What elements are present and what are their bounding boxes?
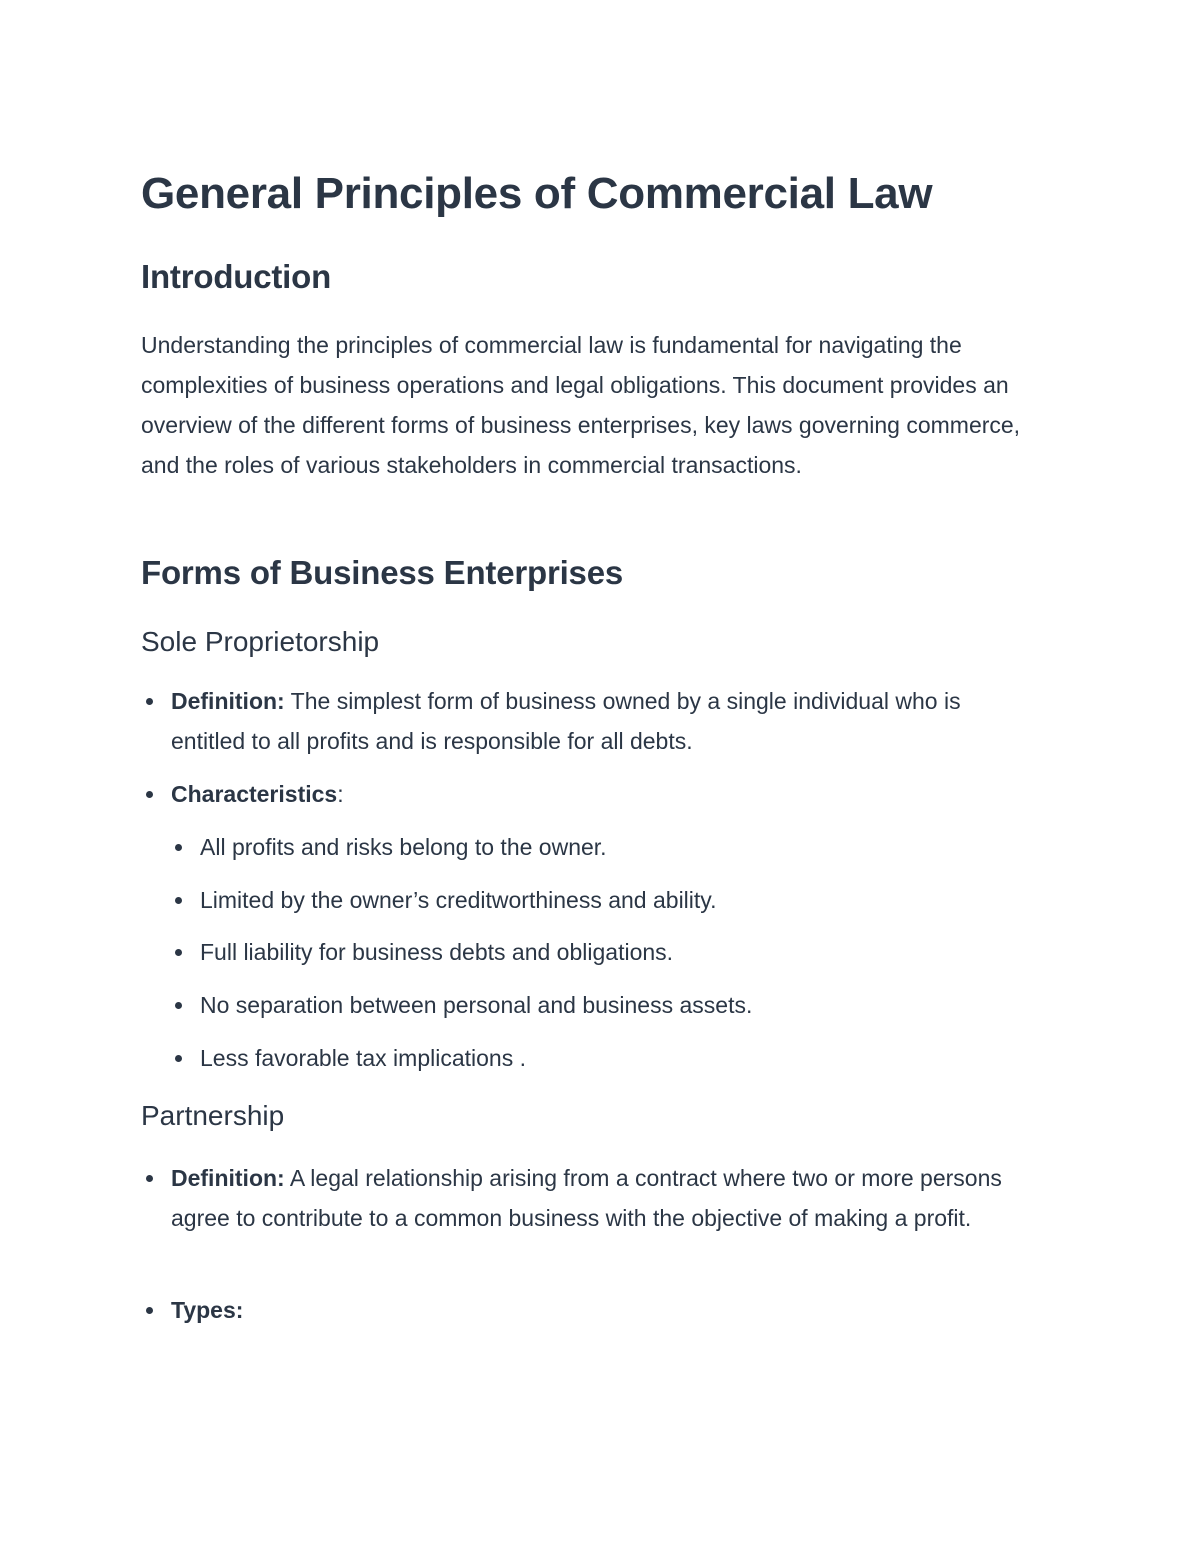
bullet-icon: [146, 791, 153, 798]
characteristic-item: [200, 827, 1030, 867]
characteristics-colon: :: [337, 781, 344, 807]
introduction-paragraph: Understanding the principles of commercial law is fundamental for navigating the complexities of business operations and legal obligations. This document provides an overview of the different forms of business enterprises, key laws governing commerce, and the roles of various stakeholders in commercial transactions.: [141, 332, 1021, 478]
bullet-icon: [175, 1002, 182, 1009]
characteristic-item: [200, 932, 1030, 972]
partnership-heading: Partnership: [141, 1100, 285, 1131]
bullet-icon: [146, 698, 153, 705]
characteristic-text: All profits and risks belong to the owner.: [200, 834, 607, 860]
characteristic-text: Limited by the owner’s creditworthiness and ability.: [200, 887, 717, 913]
introduction-heading: Introduction: [141, 258, 332, 295]
sole-proprietorship-heading: Sole Proprietorship: [141, 626, 380, 657]
types-label: Types:: [171, 1297, 244, 1323]
sole-definition-item: [171, 681, 1031, 761]
definition-label: Definition:: [171, 688, 285, 714]
forms-section-heading: Forms of Business Enterprises: [141, 554, 624, 591]
definition-text: The simplest form of business owned by a single individual who is entitled to all profits and is responsible for all debts.: [171, 688, 961, 754]
characteristic-text: Less favorable tax implications .: [200, 1045, 526, 1071]
sole-characteristics-item: [171, 774, 1031, 814]
partnership-definition-item: [171, 1158, 1031, 1238]
characteristic-item: [200, 1038, 1030, 1078]
characteristic-item: [200, 985, 1030, 1025]
bullet-icon: [175, 949, 182, 956]
bullet-icon: [175, 897, 182, 904]
partnership-types-item: [171, 1290, 1031, 1330]
bullet-icon: [146, 1175, 153, 1182]
characteristic-text: No separation between personal and business assets.: [200, 992, 753, 1018]
bullet-icon: [146, 1307, 153, 1314]
definition-text: A legal relationship arising from a contract where two or more persons agree to contribute to a common business with the objective of making a profit.: [171, 1165, 1002, 1231]
document-title: General Principles of Commercial Law: [141, 169, 933, 218]
bullet-icon: [175, 844, 182, 851]
characteristic-item: [200, 880, 1030, 920]
bullet-icon: [175, 1055, 182, 1062]
characteristics-label: Characteristics: [171, 781, 338, 807]
definition-label: Definition:: [171, 1165, 285, 1191]
characteristic-text: Full liability for business debts and obligations.: [200, 939, 674, 965]
